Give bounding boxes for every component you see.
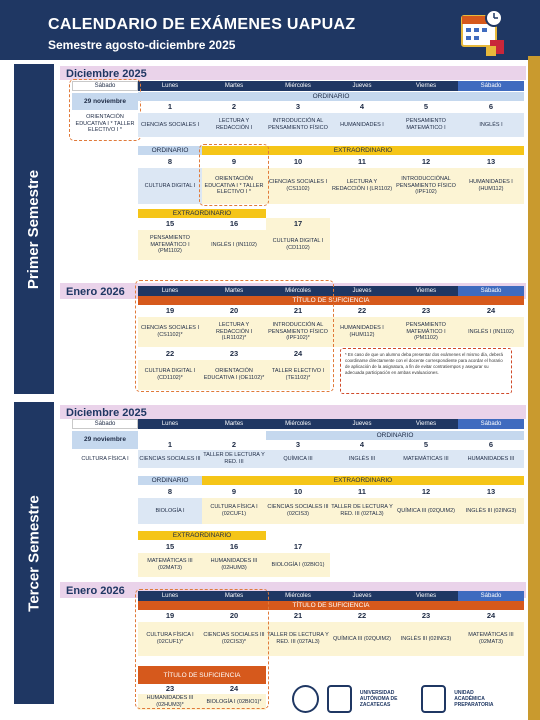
date-29-nov: 29 noviembre [72,431,138,449]
day-header: Jueves [330,419,394,429]
day-header: Lunes [138,81,202,91]
day-header: Lunes [138,419,202,429]
day-number: 4 [359,102,365,111]
exam-cell: QUÍMICA III [266,450,330,468]
exam-cell: INGLÉS III [330,450,394,468]
extraordinario-bar: EXTRAORDINARIO [202,146,524,155]
day-header: Miércoles [266,591,330,601]
highlight-box [199,144,269,206]
day-header: Martes [202,81,266,91]
exam-cell: TALLER ELECTIVO I (TE1102)* [266,360,330,390]
day-number: 4 [359,440,365,449]
day-number: 24 [486,611,496,620]
day-number: 22 [357,306,367,315]
day-number: 11 [358,157,366,166]
day-number: 21 [293,306,303,315]
page-subtitle: Semestre agosto-diciembre 2025 [48,38,236,52]
titulo-suficiencia-bar: TÍTULO DE SUFICIENCIA [138,666,266,684]
exam-cell: CIENCIAS SOCIALES I [138,113,202,137]
exam-cell: TALLER DE LECTURA Y RED. III [202,450,266,468]
day-number: 15 [165,542,175,551]
day-header: Martes [202,419,266,429]
exam-cell: INTRODUCCIÓNAL PENSAMIENTO FÍSICO (IPF102) [394,168,458,204]
exam-cell: INGLÉS I [458,113,524,137]
exam-cell: LECTURA Y REDACCIÓN I [202,113,266,137]
exam-cell: TALLER DE LECTURA Y RED. III (02TAL3) [330,498,394,524]
extraordinario-bar: EXTRAORDINARIO [202,476,524,485]
exam-cell: BIOLOGÍA I [138,498,202,524]
day-number: 16 [229,219,239,228]
day-number: 8 [167,157,173,166]
exam-cell: INGLÉS III (02ING3) [458,498,524,524]
exam-cell: CIENCIAS SOCIALES III [138,450,202,468]
titulo-suficiencia-bar: TÍTULO DE SUFICIENCIA [138,601,524,610]
day-number: 8 [167,487,173,496]
day-number: 11 [358,487,366,496]
month-title: Diciembre 2025 [66,68,147,80]
day-number: 19 [165,306,175,315]
exam-cell: QUÍMICA III (02QUIM2) [330,622,394,656]
ordinario-bar: ORDINARIO [266,431,524,440]
ordinario-bar: ORDINARIO [138,476,202,485]
day-number: 23 [421,306,431,315]
day-header: Jueves [330,591,394,601]
exam-cell: HUMANIDADES I (HUM112) [458,168,524,204]
exam-cell: HUMANIDADES III (02HUM3) [202,553,266,577]
uaz-logo-icon [327,685,352,713]
day-header: Sábado [458,419,524,429]
uaz-logo-text: UNIVERSIDAD AUTÓNOMA DE ZACATECAS [359,690,398,708]
day-number: 9 [231,157,237,166]
day-number: 2 [231,440,237,449]
highlight-box [135,280,334,392]
day-number: 1 [167,102,173,111]
exam-cell: HUMANIDADES I [330,113,394,137]
uap-logo-text: UNIDAD ACADÉMICA PREPARATORIA [454,690,494,708]
day-number: 20 [229,611,239,620]
month-title: Enero 2026 [66,286,125,298]
side-label-primer: Primer Semestre [14,64,54,394]
day-header: Lunes [138,286,202,296]
day-header: Sábado [72,419,138,429]
highlight-box [135,589,269,709]
exam-cell: CULTURA FÍSICA I (02CUF1) [202,498,266,524]
seal-logo-icon [292,685,319,713]
exam-cell: CULTURA DIGITAL I (CD1102)* [138,360,202,390]
gold-accent-bar [528,56,540,720]
exam-cell: PENSAMIENTO MATEMÁTICO I (PM1102) [138,230,202,260]
exam-cell: PENSAMIENTO MATEMÁTICO I (PM1102) [394,317,458,347]
day-number: 6 [488,102,494,111]
day-number: 21 [293,611,303,620]
exam-cell: CULTURA FÍSICA I (02CUF1)* [138,622,202,656]
day-number: 23 [165,684,175,693]
day-number: 17 [293,219,303,228]
day-header: Sábado [458,286,524,296]
exam-cell: HUMANIDADES I (HUM112) [330,317,394,347]
day-number: 1 [167,440,173,449]
titulo-suficiencia-bar: TÍTULO DE SUFICIENCIA [138,296,524,305]
day-number: 10 [293,157,303,166]
day-header: Sábado [72,81,138,91]
day-number: 10 [293,487,303,496]
calendar-icon [448,6,508,58]
exam-cell: MATEMÁTICAS III (02MAT3) [458,622,524,656]
day-header: Viernes [394,81,458,91]
highlight-box [69,79,141,141]
day-number: 9 [231,487,237,496]
month-title: Enero 2026 [66,585,125,597]
day-number: 6 [488,440,494,449]
exam-cell: PENSAMIENTO MATEMÁTICO I [394,113,458,137]
day-header: Jueves [330,286,394,296]
day-number: 15 [165,219,175,228]
exam-cell: INTRODUCCIÓN AL PENSAMIENTO FÍSICO (IPF102)* [266,317,330,347]
day-number: 5 [423,102,429,111]
day-header: Viernes [394,286,458,296]
day-number: 12 [421,487,431,496]
exam-cell: INGLÉS I (IN1102) [202,230,266,260]
day-number: 12 [421,157,431,166]
day-number: 19 [165,611,175,620]
day-number: 24 [229,684,239,693]
day-header: Viernes [394,419,458,429]
day-header: Lunes [138,591,202,601]
exam-cell: CULTURA DIGITAL I (CD1102) [266,230,330,260]
exam-cell: CIENCIAS SOCIALES I (CS1102) [266,168,330,204]
day-number: 5 [423,440,429,449]
exam-cell: HUMANIDADES III (02HUM3)* [138,694,202,710]
day-number: 20 [229,306,239,315]
exam-cell: TALLER DE LECTURA Y RED. III (02TAL3) [266,622,330,656]
day-number: 16 [229,542,239,551]
side-label-tercer: Tercer Semestre [14,402,54,704]
day-header: Viernes [394,591,458,601]
day-number: 24 [486,306,496,315]
exam-cell: CULTURA FÍSICA I [72,450,138,468]
day-number: 17 [293,542,303,551]
date-29-nov: 29 noviembre [72,93,138,110]
exam-cell: HUMANIDADES III [458,450,524,468]
day-header: Miércoles [266,286,330,296]
exam-cell: CIENCIAS SOCIALES I (CS1102)* [138,317,202,347]
logo-area [292,683,502,715]
exam-cell: LECTURA Y REDACCIÓN I (LR1102)* [202,317,266,347]
day-header: Miércoles [266,81,330,91]
exam-cell: QUÍMICA III (02QUIM2) [394,498,458,524]
page-title: CALENDARIO DE EXÁMENES UAPUAZ [48,16,356,33]
exam-cell: CIENCIAS SOCIALES III (02CIS3)* [202,622,266,656]
exam-cell: INGLÉS III (02ING3) [394,622,458,656]
day-number: 13 [486,487,496,496]
exam-cell: ORIENTACIÓN EDUCATIVA I * TALLER ELECTIVO I * [202,168,266,204]
ordinario-bar: ORDINARIO [138,92,524,101]
exam-cell: INGLÉS I (IN1102) [458,317,524,347]
exam-cell: BIOLOGÍA I (02BIO1) [266,553,330,577]
day-header: Martes [202,286,266,296]
day-header: Miércoles [266,419,330,429]
day-header: Martes [202,591,266,601]
month-title: Diciembre 2025 [66,407,147,419]
exam-cell: ORIENTACIÓN EDUCATIVA I (OE1102)* [202,360,266,390]
day-number: 22 [165,349,175,358]
day-header: Jueves [330,81,394,91]
day-number: 24 [293,349,303,358]
exam-cell: CULTURA DIGITAL I [138,168,202,204]
exam-cell: CIENCIAS SOCIALES III (02CIS3) [266,498,330,524]
day-number: 2 [231,102,237,111]
extraordinario-bar: EXTRAORDINARIO [138,531,266,540]
day-header: Sábado [458,591,524,601]
day-number: 13 [486,157,496,166]
uap-logo-icon [421,685,446,713]
day-number: 22 [357,611,367,620]
exam-cell: BIOLOGÍA I (02BIO1)* [202,694,266,710]
exam-cell: ORIENTACIÓN EDUCATIVA I * TALLER ELECTIVO I * [72,110,138,138]
ordinario-bar: ORDINARIO [138,146,202,155]
exam-cell: MATEMÁTICAS III (02MAT3) [138,553,202,577]
footnote: * En caso de que un alumno deba presentar dos exámenes el mismo día, deberá coordinarse directamente con el docente correspondiente para acordar el horario de aplicación de la asignatura, a fin de evitar contratiempos y asegurar su adecuada participación en ambas evaluaciones. [340,348,512,394]
exam-cell: MATEMÁTICAS III [394,450,458,468]
day-number: 3 [295,102,301,111]
exam-cell: INTRODUCCIÓN AL PENSAMIENTO FÍSICO [266,113,330,137]
extraordinario-bar: EXTRAORDINARIO [138,209,266,218]
day-number: 23 [421,611,431,620]
exam-cell: LECTURA Y REDACCIÓN I (LR1102) [330,168,394,204]
day-number: 23 [229,349,239,358]
day-number: 3 [295,440,301,449]
day-header: Sábado [458,81,524,91]
